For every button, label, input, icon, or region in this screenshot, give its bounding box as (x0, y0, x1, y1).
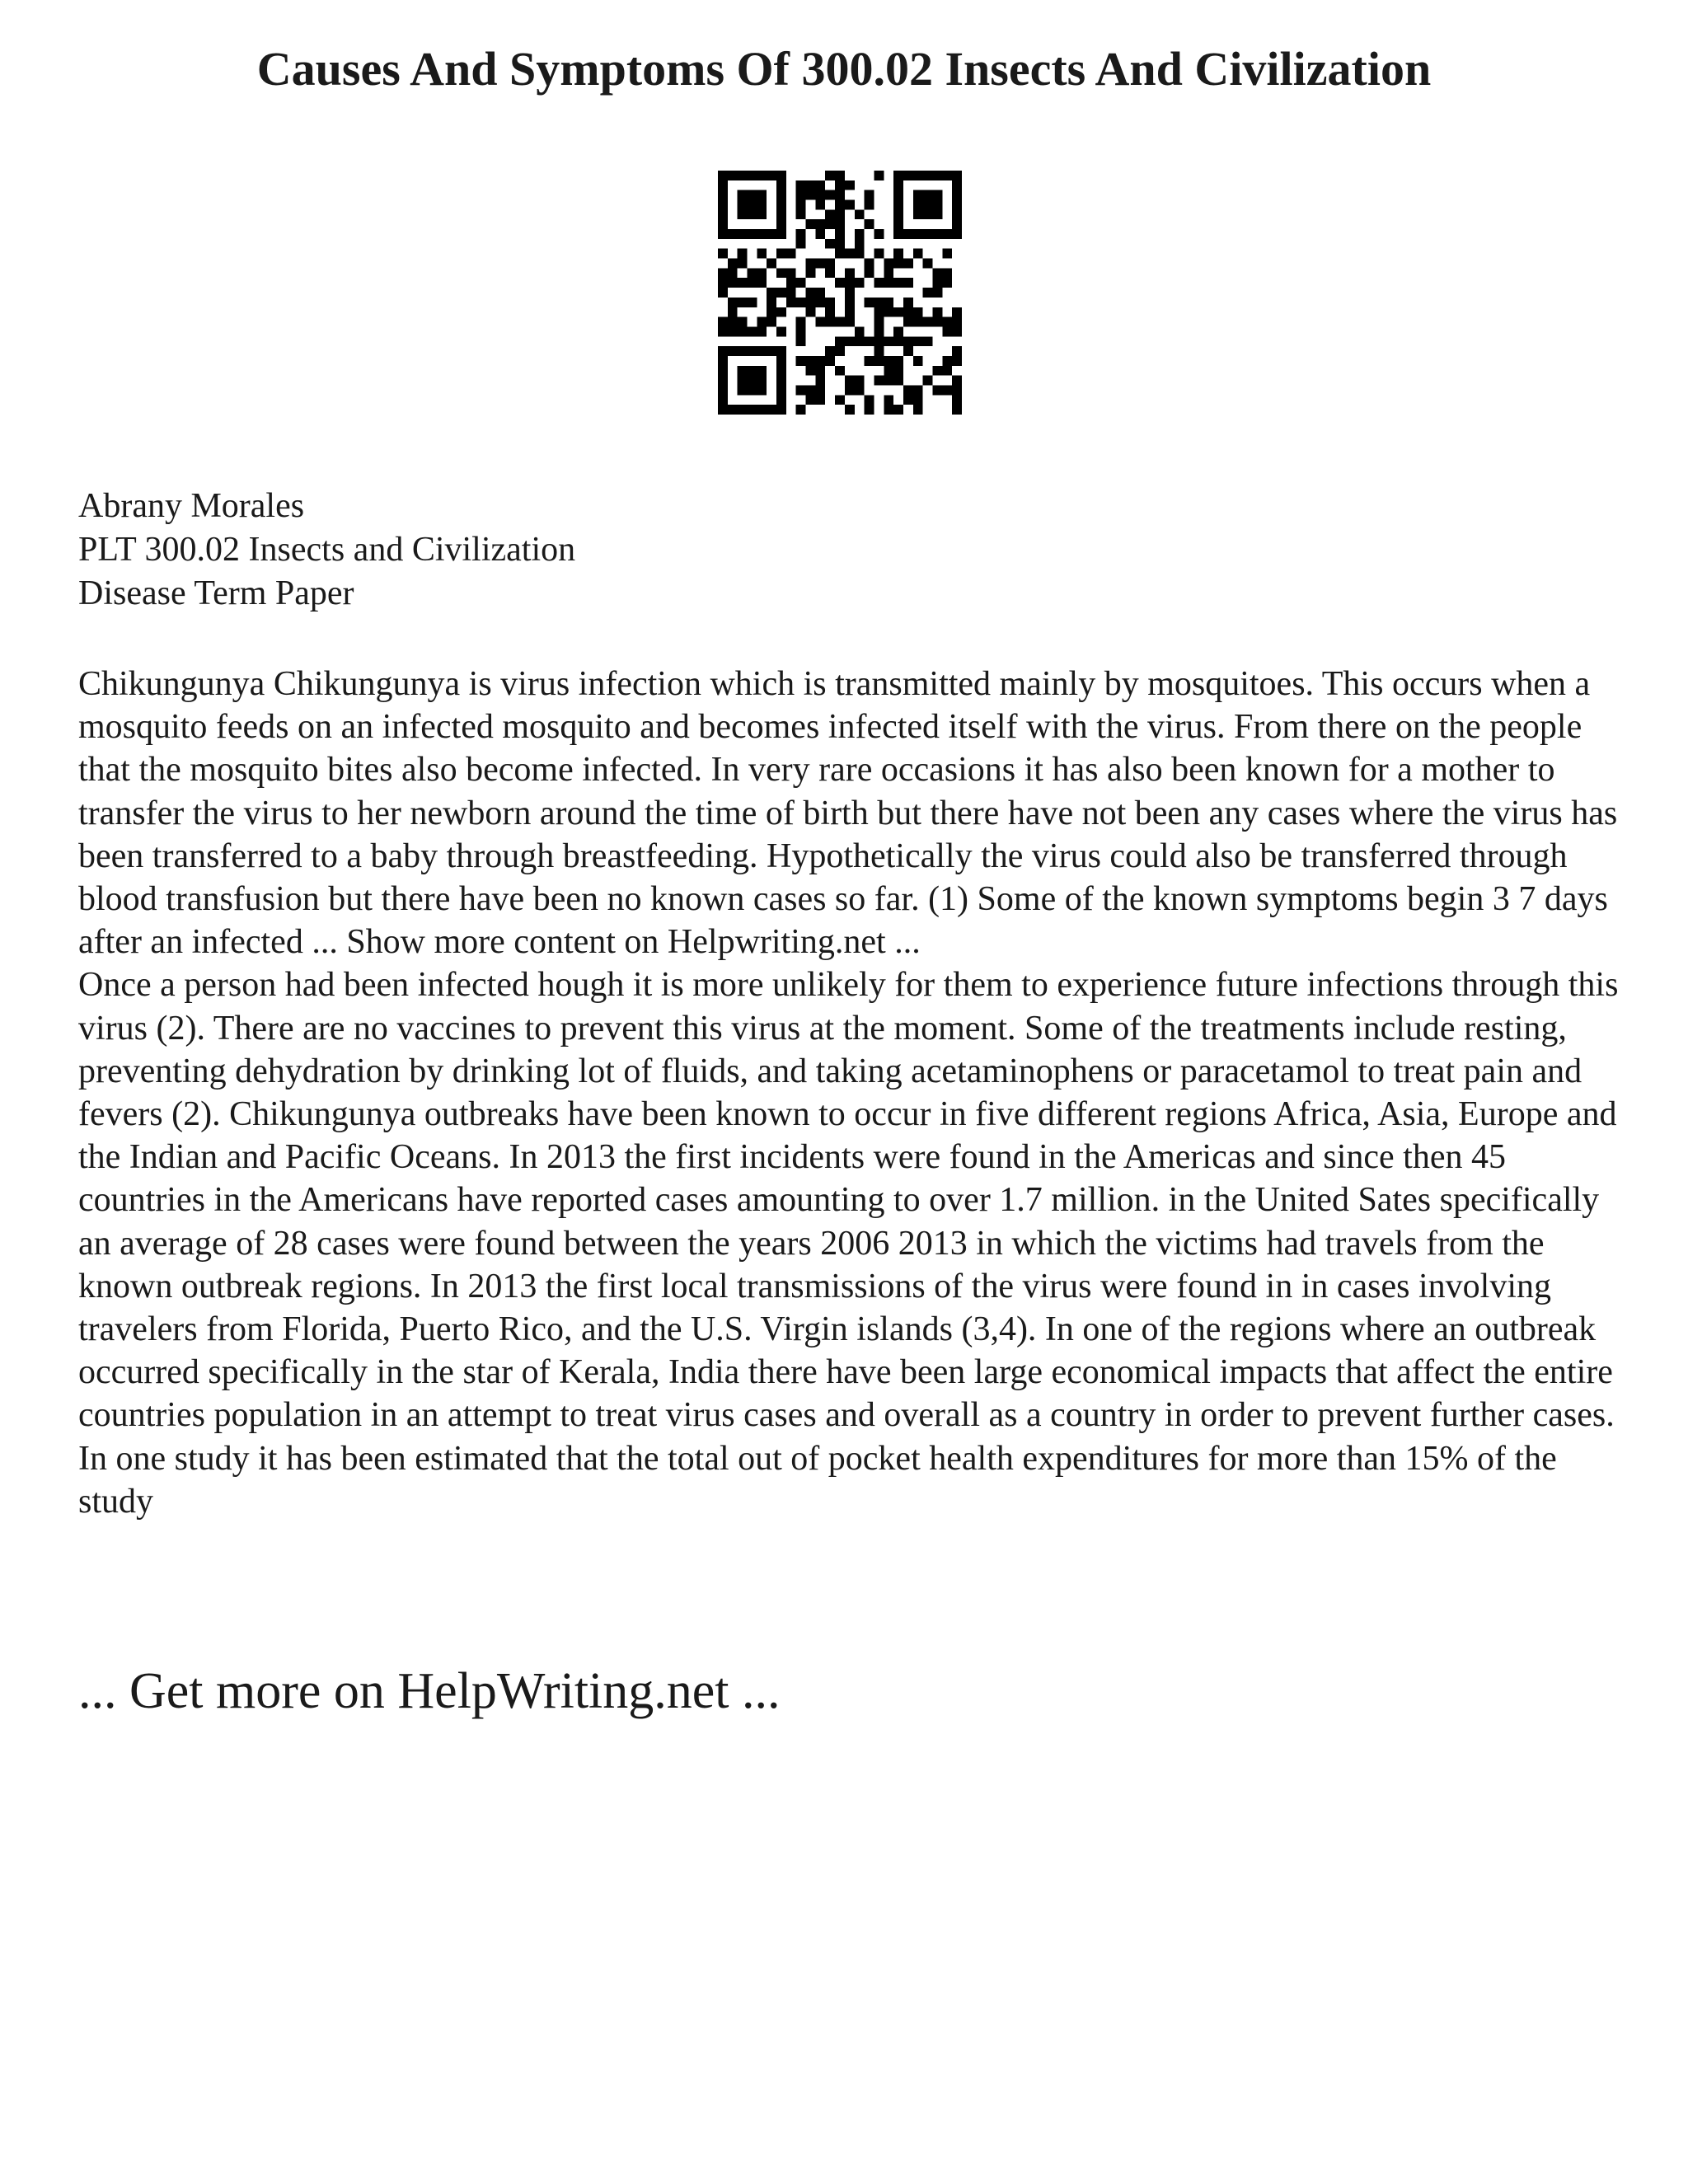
author-name: Abrany Morales (78, 487, 305, 525)
page-title: Causes And Symptoms Of 300.02 Insects And Civilization (256, 42, 1432, 96)
paragraph: Chikungunya Chikungunya is virus infection which is transmitted mainly by mosquitoes. This occurs when a mosquito feeds on an infected mosquito and becomes infected itself with the virus. From there on the people that the mosquito bites also become infected. In very rare occasions it has also been known for a mother to transfer the virus to her newborn around the time of birth but there have not been any cases where the virus has been transferred to a baby through breastfeeding. Hypothetically the virus could also be transferred through blood transfusion but there have been no known cases so far. (1) Some of the known symptoms begin 3 7 days after an infected ... Show more content on Helpwriting.net ... (78, 665, 1618, 962)
qr-code-icon (718, 171, 962, 415)
course-name: PLT 300.02 Insects and Civilization (78, 531, 576, 569)
paper-type: Disease Term Paper (78, 574, 354, 612)
paper-header (78, 485, 575, 616)
body-text (78, 663, 1628, 1523)
paragraph: Once a person had been infected hough it is more unlikely for them to experience future infections through this virus (2). There are no vaccines to prevent this virus at the moment. Some of the treatments include resting, preventing dehydration by drinking lot of fluids, and taking acetaminophens or paracetamol to treat pain and fevers (2). Chikungunya outbreaks have been known to occur in five different regions Africa, Asia, Europe and the Indian and Pacific Oceans. In 2013 the first incidents were found in the Americas and since then 45 countries in the Americans have reported cases amounting to over 1.7 million. in the United Sates specifically an average of 28 cases were found between the years 2006 2013 in which the victims had travels from the known outbreak regions. In 2013 the first local transmissions of the virus were found in in cases involving travelers from Florida, Puerto Rico, and the U.S. Virgin islands (3,4). In one of the regions where an outbreak occurred specifically in the star of Kerala, India there have been large economical impacts that affect the entire countries population in an attempt to treat virus cases and overall as a country in order to prevent further cases. In one study it has been estimated that the total out of pocket health expenditures for more than 15% of the study (78, 966, 1619, 1521)
get-more-link[interactable]: ... Get more on HelpWriting.net ... (78, 1663, 781, 1719)
